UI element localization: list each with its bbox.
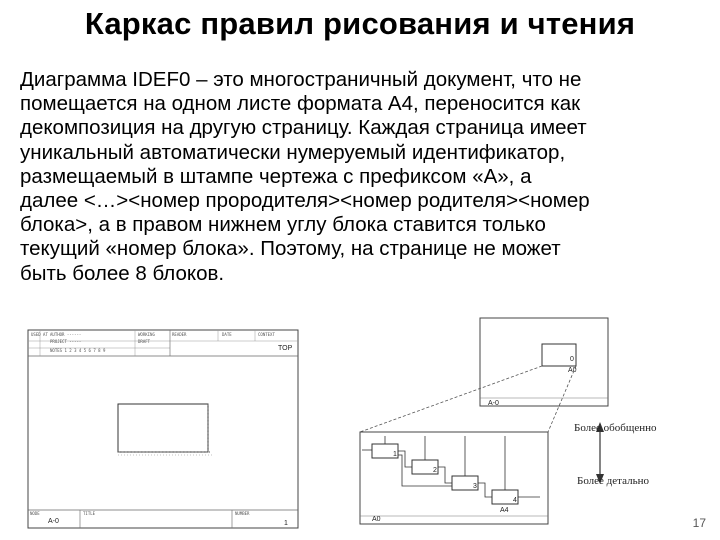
projection-lines	[360, 366, 576, 432]
child-node-label: A0	[372, 516, 381, 523]
paragraph-line: текущий «номер блока». Поэтому, на странице не может	[20, 237, 561, 261]
paragraph-line: уникальный автоматически нумеруемый идентификатор,	[20, 140, 566, 164]
child-block-number: 1	[393, 451, 397, 458]
svg-text:PROJECT -----: PROJECT -----	[50, 339, 82, 344]
paragraph-line: блока>, а в правом нижнем углу блока ставится только	[20, 213, 546, 237]
child-block-number: 3	[473, 483, 477, 490]
svg-text:DATE: DATE	[222, 332, 232, 337]
svg-text:TITLE: TITLE	[83, 511, 96, 516]
svg-text:READER: READER	[172, 332, 187, 337]
svg-text:WORKING: WORKING	[138, 332, 155, 337]
idef0-form	[28, 330, 298, 528]
paragraph-line: размещаемый в штампе чертежа с префиксом «А», а	[20, 164, 532, 188]
parent-block-number: 0	[570, 356, 574, 363]
general-label: Более обобщенно	[574, 422, 657, 434]
page-number: 17	[692, 516, 706, 530]
svg-text:CONTEXT: CONTEXT	[258, 332, 275, 337]
paragraph-line: Диаграмма IDEF0 – это многостраничный документ, что не	[20, 68, 582, 91]
svg-text:AUTHOR ------: AUTHOR ------	[50, 332, 82, 337]
parent-diagram	[480, 318, 608, 407]
child-block-number: 2	[433, 467, 437, 474]
svg-text:USED AT: USED AT	[31, 332, 48, 337]
svg-text:NUMBER: NUMBER	[235, 511, 250, 516]
form-header-label: TOP	[278, 345, 293, 352]
form-node-label: A-0	[48, 518, 59, 525]
parent-block-id: A0	[568, 367, 577, 374]
child-block-number: 4	[513, 497, 517, 504]
form-number: 1	[284, 520, 288, 527]
paragraph-line: быть более 8 блоков.	[20, 261, 225, 285]
parent-node-label: A-0	[488, 400, 499, 407]
abstraction-arrow	[574, 422, 657, 487]
svg-text:DRAFT: DRAFT	[138, 339, 151, 344]
detailed-label: Более детально	[577, 475, 649, 487]
svg-text:NODE: NODE	[30, 511, 40, 516]
paragraph-line: далее <…><номер прородителя><номер родителя><номер	[20, 189, 590, 213]
svg-text:NOTES 1 2 3 4 5 6 7 8 9: NOTES 1 2 3 4 5 6 7 8 9	[50, 348, 106, 353]
child-block-id: A4	[500, 507, 509, 514]
paragraph-line: помещается на одном листе формата А4, переносится как	[20, 92, 581, 116]
paragraph-line: декомпозиция на другую страницу. Каждая страница имеет	[20, 116, 587, 140]
slide-title: Каркас правил рисования и чтения	[84, 6, 636, 41]
child-diagram	[360, 432, 548, 524]
